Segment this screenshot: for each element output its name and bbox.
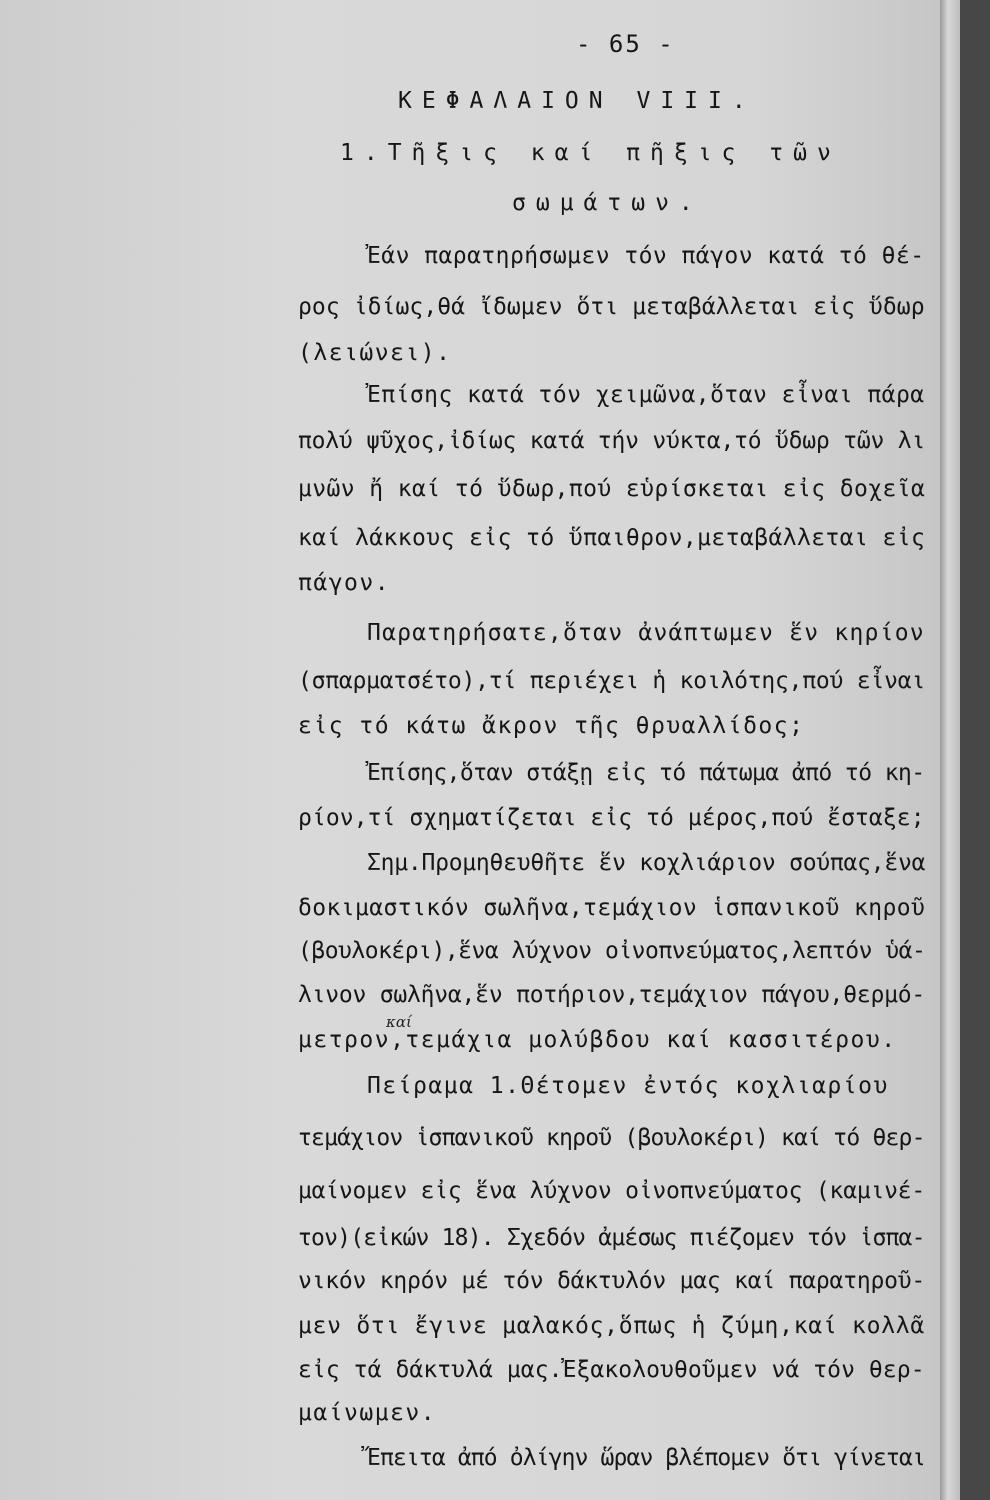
body-line: λινον σωλῆνα,ἕν ποτήριον,τεμάχιον πάγου,θερμό- xyxy=(298,982,925,1008)
body-line: Ἐάν παρατηρήσωμεν τόν πάγον κατά τό θέ- xyxy=(367,243,925,269)
body-line: νικόν κηρόν μέ τόν δάκτυλόν μας καί παρατηροῦ- xyxy=(298,1268,925,1294)
body-line: Σημ.Προμηθευθῆτε ἕν κοχλιάριον σούπας,ἕνα xyxy=(367,850,926,876)
body-line: ρος ἰδίως,θά ἴδωμεν ὅτι μεταβάλλεται εἰς ὕδωρ xyxy=(298,294,925,320)
body-line: Ἐπίσης,ὅταν στάξῃ εἰς τό πάτωμα ἀπό τό κη- xyxy=(367,760,925,786)
body-line: Ἔπειτα ἀπό ὀλίγην ὥραν βλέπομεν ὅτι γίνεται xyxy=(367,1445,925,1471)
body-line: (βουλοκέρι),ἕνα λύχνον οἰνοπνεύματος,λεπτόν ὑά- xyxy=(298,938,926,964)
experiment-heading-line: Πείραμα 1.Θέτομεν ἐντός κοχλιαρίου xyxy=(367,1073,889,1099)
body-line: μεν ὅτι ἔγινε μαλακός,ὅπως ἡ ζύμη,καί κολλᾶ xyxy=(298,1313,925,1339)
body-line: (σπαρματσέτο),τί περιέχει ἡ κοιλότης,πού εἶναι xyxy=(298,668,925,694)
section-heading-line-1: 1.Τῆξις καί πῆξις τῶν xyxy=(340,140,841,166)
body-line: πάγον. xyxy=(298,570,391,596)
body-line: τεμάχιον ἱσπανικοῦ κηροῦ (βουλοκέρι) καί τό θερ- xyxy=(298,1125,925,1151)
page-edge xyxy=(940,0,960,1500)
scan-background xyxy=(960,0,990,1500)
body-line: μνῶν ἤ καί τό ὕδωρ,πού εὑρίσκεται εἰς δοχεῖα xyxy=(298,476,926,502)
chapter-heading: ΚΕΦΑΛΑΙΟΝ VIII. xyxy=(398,88,756,114)
body-line: μετρον,τεμάχια μολύβδου καί κασσιτέρου. xyxy=(298,1027,897,1053)
body-line: Παρατηρήσατε,ὅταν ἀνάπτωμεν ἕν κηρίον xyxy=(367,620,925,646)
body-line: (λειώνει). xyxy=(298,340,452,366)
body-line: εἰς τά δάκτυλά μας.Ἐξακολουθοῦμεν νά τόν θερ- xyxy=(298,1357,925,1383)
body-line: πολύ ψῦχος,ἰδίως κατά τήν νύκτα,τό ὕδωρ τῶν λι xyxy=(298,428,925,454)
page-number: - 65 - xyxy=(576,30,675,58)
body-line: Ἐπίσης κατά τόν χειμῶνα,ὅταν εἶναι πάρα xyxy=(367,382,925,408)
body-line: δοκιμαστικόν σωλῆνα,τεμάχιον ἱσπανικοῦ κηροῦ xyxy=(298,895,926,921)
body-line: μαίνομεν εἰς ἕνα λύχνον οἰνοπνεύματος (καμινέ- xyxy=(298,1178,925,1204)
section-heading-line-2: σωμάτων. xyxy=(512,190,703,216)
body-line: ρίον,τί σχηματίζεται εἰς τό μέρος,πού ἔσταξε; xyxy=(298,805,925,831)
body-line: καί λάκκους εἰς τό ὕπαιθρον,μεταβάλλεται εἰς xyxy=(298,525,926,551)
body-line: μαίνωμεν. xyxy=(298,1400,437,1426)
handwritten-note: καί xyxy=(386,1013,412,1031)
body-line: εἰς τό κάτω ἄκρον τῆς θρυαλλίδος; xyxy=(298,713,805,739)
body-line: τον)(εἰκών 18). Σχεδόν ἀμέσως πιέζομεν τόν ἱσπα- xyxy=(298,1225,925,1251)
